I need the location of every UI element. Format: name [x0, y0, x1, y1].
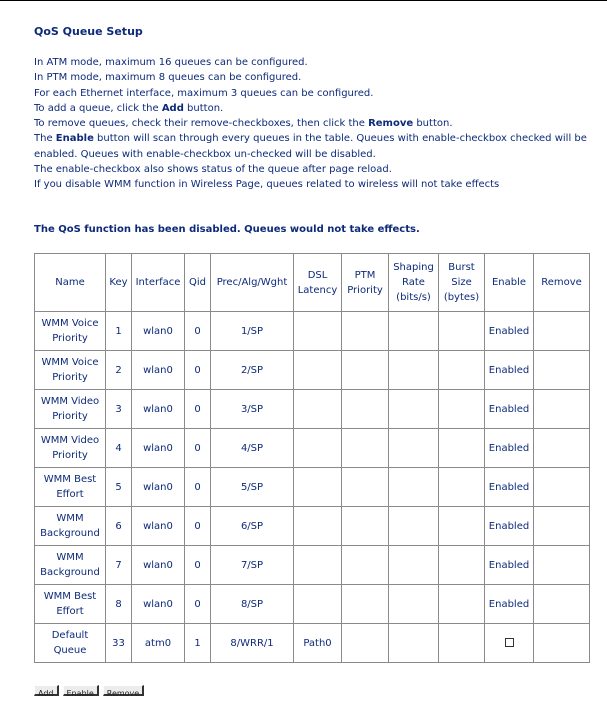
header-burst-size: Burst Size (bytes)	[439, 254, 485, 312]
header-qid: Qid	[185, 254, 211, 312]
cell-ptm-priority	[342, 546, 389, 585]
cell-name: WMM Best Effort	[35, 468, 106, 507]
description-text: The	[34, 133, 56, 145]
cell-qid: 0	[185, 546, 211, 585]
description-line	[34, 116, 594, 131]
cell-enable: Enabled	[485, 507, 534, 546]
cell-dsl-latency	[294, 390, 342, 429]
cell-prec-alg-wght: 5/SP	[211, 468, 294, 507]
cell-interface: atm0	[132, 624, 185, 663]
header-ptm-priority: PTM Priority	[342, 254, 389, 312]
cell-prec-alg-wght: 8/SP	[211, 585, 294, 624]
cell-burst-size	[439, 507, 485, 546]
cell-enable[interactable]	[485, 624, 534, 663]
cell-remove	[534, 507, 590, 546]
cell-shaping-rate	[389, 507, 439, 546]
cell-enable: Enabled	[485, 468, 534, 507]
cell-name: WMM Background	[35, 546, 106, 585]
cell-name: WMM Video Priority	[35, 390, 106, 429]
cell-burst-size	[439, 624, 485, 663]
cell-burst-size	[439, 585, 485, 624]
description-keyword: Add	[161, 102, 184, 114]
cell-name: WMM Best Effort	[35, 585, 106, 624]
cell-dsl-latency	[294, 312, 342, 351]
table-row	[35, 429, 590, 468]
cell-interface: wlan0	[132, 429, 185, 468]
header-dsl-latency: DSL Latency	[294, 254, 342, 312]
header-name: Name	[35, 254, 106, 312]
cell-enable: Enabled	[485, 312, 534, 351]
cell-prec-alg-wght: 8/WRR/1	[211, 624, 294, 663]
table-row	[35, 546, 590, 585]
description-keyword: Remove	[368, 118, 414, 130]
cell-enable: Enabled	[485, 546, 534, 585]
cell-qid: 1	[185, 624, 211, 663]
cell-enable: Enabled	[485, 429, 534, 468]
table-row	[35, 624, 590, 663]
cell-burst-size	[439, 429, 485, 468]
header-remove: Remove	[534, 254, 590, 312]
description-line	[34, 70, 594, 85]
cell-qid: 0	[185, 351, 211, 390]
cell-key: 2	[106, 351, 132, 390]
cell-interface: wlan0	[132, 312, 185, 351]
table-row	[35, 468, 590, 507]
cell-remove	[534, 585, 590, 624]
cell-ptm-priority	[342, 468, 389, 507]
cell-qid: 0	[185, 390, 211, 429]
description-line	[34, 177, 594, 192]
cell-prec-alg-wght: 1/SP	[211, 312, 294, 351]
cell-name: WMM Voice Priority	[35, 351, 106, 390]
header-prec-alg-wght: Prec/Alg/Wght	[211, 254, 294, 312]
description	[34, 55, 594, 193]
cell-burst-size	[439, 312, 485, 351]
table-row	[35, 507, 590, 546]
cell-name: WMM Background	[35, 507, 106, 546]
description-text: For each Ethernet interface, maximum 3 queues can be configured.	[34, 87, 374, 99]
cell-burst-size	[439, 546, 485, 585]
cell-ptm-priority	[342, 351, 389, 390]
cell-prec-alg-wght: 6/SP	[211, 507, 294, 546]
cell-key: 33	[106, 624, 132, 663]
cell-qid: 0	[185, 507, 211, 546]
cell-qid: 0	[185, 312, 211, 351]
cell-dsl-latency	[294, 585, 342, 624]
cell-prec-alg-wght: 2/SP	[211, 351, 294, 390]
cell-shaping-rate	[389, 546, 439, 585]
queue-table	[34, 253, 590, 663]
description-text: To add a queue, click the	[34, 102, 162, 114]
cell-key: 4	[106, 429, 132, 468]
cell-interface: wlan0	[132, 351, 185, 390]
cell-qid: 0	[185, 585, 211, 624]
cell-enable: Enabled	[485, 585, 534, 624]
cell-key: 6	[106, 507, 132, 546]
cell-shaping-rate	[389, 390, 439, 429]
cell-name: WMM Video Priority	[35, 429, 106, 468]
add-button[interactable]: Add	[34, 685, 59, 696]
cell-remove	[534, 312, 590, 351]
cell-interface: wlan0	[132, 390, 185, 429]
cell-interface: wlan0	[132, 585, 185, 624]
description-text: If you disable WMM function in Wireless Page, queues related to wireless will not take effects	[34, 179, 500, 191]
description-text: button will scan through every queues in the table. Queues with enable-checkbox checked will be enabled. Queues with enable-checkbox un-checked will be disabled.	[34, 133, 587, 160]
cell-interface: wlan0	[132, 546, 185, 585]
description-keyword: Enable	[55, 133, 94, 145]
header-interface: Interface	[132, 254, 185, 312]
cell-enable: Enabled	[485, 351, 534, 390]
header-enable: Enable	[485, 254, 534, 312]
header-key: Key	[106, 254, 132, 312]
description-line	[34, 162, 594, 177]
description-text: The enable-checkbox also shows status of the queue after page reload.	[34, 164, 392, 176]
page-title: QoS Queue Setup	[34, 25, 143, 38]
cell-ptm-priority	[342, 624, 389, 663]
action-buttons	[34, 685, 144, 696]
cell-shaping-rate	[389, 468, 439, 507]
remove-button[interactable]: Remove	[103, 685, 144, 696]
header-shaping-rate: Shaping Rate (bits/s)	[389, 254, 439, 312]
cell-burst-size	[439, 468, 485, 507]
cell-remove	[534, 624, 590, 663]
cell-name: Default Queue	[35, 624, 106, 663]
cell-ptm-priority	[342, 312, 389, 351]
cell-interface: wlan0	[132, 507, 185, 546]
description-text: button.	[413, 118, 453, 130]
qos-disabled-warning: The QoS function has been disabled. Queues would not take effects.	[34, 224, 420, 235]
table-header-row	[35, 254, 590, 312]
top-divider	[0, 0, 607, 1]
cell-burst-size	[439, 390, 485, 429]
description-line	[34, 101, 594, 116]
cell-ptm-priority	[342, 390, 389, 429]
cell-shaping-rate	[389, 585, 439, 624]
cell-burst-size	[439, 351, 485, 390]
cell-key: 5	[106, 468, 132, 507]
table-row	[35, 351, 590, 390]
cell-key: 3	[106, 390, 132, 429]
description-line	[34, 131, 594, 162]
cell-ptm-priority	[342, 507, 389, 546]
cell-ptm-priority	[342, 585, 389, 624]
cell-qid: 0	[185, 468, 211, 507]
table-row	[35, 390, 590, 429]
cell-interface: wlan0	[132, 468, 185, 507]
cell-dsl-latency	[294, 429, 342, 468]
cell-key: 8	[106, 585, 132, 624]
cell-key: 1	[106, 312, 132, 351]
description-line	[34, 86, 594, 101]
cell-enable: Enabled	[485, 390, 534, 429]
table-row	[35, 312, 590, 351]
cell-remove	[534, 351, 590, 390]
cell-shaping-rate	[389, 312, 439, 351]
enable-button[interactable]: Enable	[63, 685, 99, 696]
cell-dsl-latency	[294, 546, 342, 585]
cell-dsl-latency: Path0	[294, 624, 342, 663]
cell-dsl-latency	[294, 351, 342, 390]
cell-key: 7	[106, 546, 132, 585]
enable-checkbox[interactable]	[505, 638, 514, 647]
cell-prec-alg-wght: 7/SP	[211, 546, 294, 585]
cell-remove	[534, 390, 590, 429]
cell-prec-alg-wght: 3/SP	[211, 390, 294, 429]
cell-ptm-priority	[342, 429, 389, 468]
table-row	[35, 585, 590, 624]
description-text: In ATM mode, maximum 16 queues can be configured.	[34, 57, 308, 68]
cell-dsl-latency	[294, 468, 342, 507]
cell-remove	[534, 546, 590, 585]
cell-name: WMM Voice Priority	[35, 312, 106, 351]
cell-qid: 0	[185, 429, 211, 468]
description-text: In PTM mode, maximum 8 queues can be configured.	[34, 72, 302, 84]
cell-shaping-rate	[389, 429, 439, 468]
cell-remove	[534, 429, 590, 468]
cell-dsl-latency	[294, 507, 342, 546]
description-text: button.	[183, 102, 224, 114]
cell-prec-alg-wght: 4/SP	[211, 429, 294, 468]
cell-shaping-rate	[389, 624, 439, 663]
description-text: To remove queues, check their remove-checkboxes, then click the	[34, 118, 369, 130]
description-line	[34, 55, 594, 70]
cell-remove	[534, 468, 590, 507]
cell-shaping-rate	[389, 351, 439, 390]
